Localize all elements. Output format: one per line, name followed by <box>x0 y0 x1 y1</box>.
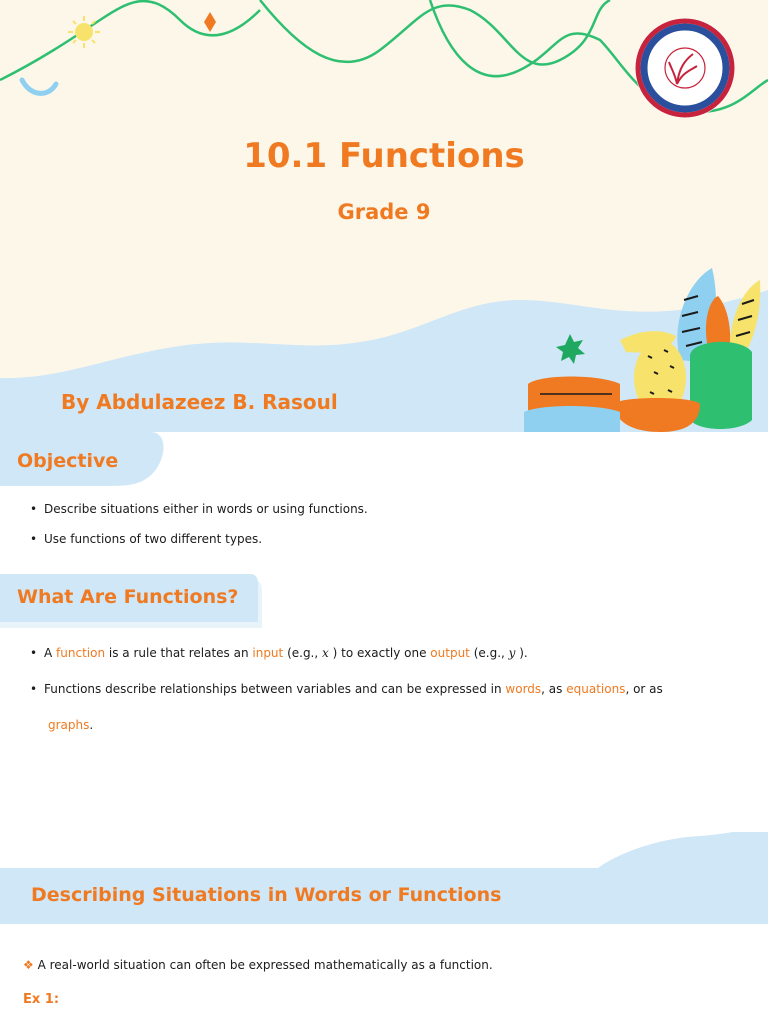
sun-icon <box>68 16 100 48</box>
diamond-bullet-icon: ❖ <box>23 958 34 972</box>
arc-icon <box>22 80 56 93</box>
list-item: ❖ A real-world situation can often be expressed mathematically as a function. <box>23 958 493 972</box>
content-slide <box>0 432 768 832</box>
green-squiggle-center <box>260 0 610 65</box>
title-slide <box>0 0 768 432</box>
list-item-continuation: graphs. <box>48 718 94 732</box>
slide-title: 10.1 Functions <box>243 136 525 176</box>
band-wave-shape <box>0 832 768 872</box>
author-name: By Abdulazeez B. Rasoul <box>61 390 338 414</box>
list-item: • Use functions of two different types. <box>30 532 263 546</box>
objective-heading: Objective <box>17 450 119 472</box>
list-item: • Functions describe relationships between variables and can be expressed in words, as equations, or as <box>30 682 663 696</box>
grade-subtitle: Grade 9 <box>337 200 431 224</box>
diamond-icon <box>204 12 216 32</box>
content-slide-3 <box>0 832 768 1024</box>
section-heading: Describing Situations in Words or Functions <box>31 884 502 906</box>
what-are-heading: What Are Functions? <box>17 586 239 608</box>
example-label: Ex 1: <box>23 992 60 1007</box>
list-item: • A function is a rule that relates an input (e.g., x ) to exactly one output (e.g., y ). <box>30 646 528 660</box>
green-squiggle-left <box>0 1 260 80</box>
list-item: • Describe situations either in words or using functions. <box>30 502 368 516</box>
school-logo-icon <box>635 18 735 118</box>
